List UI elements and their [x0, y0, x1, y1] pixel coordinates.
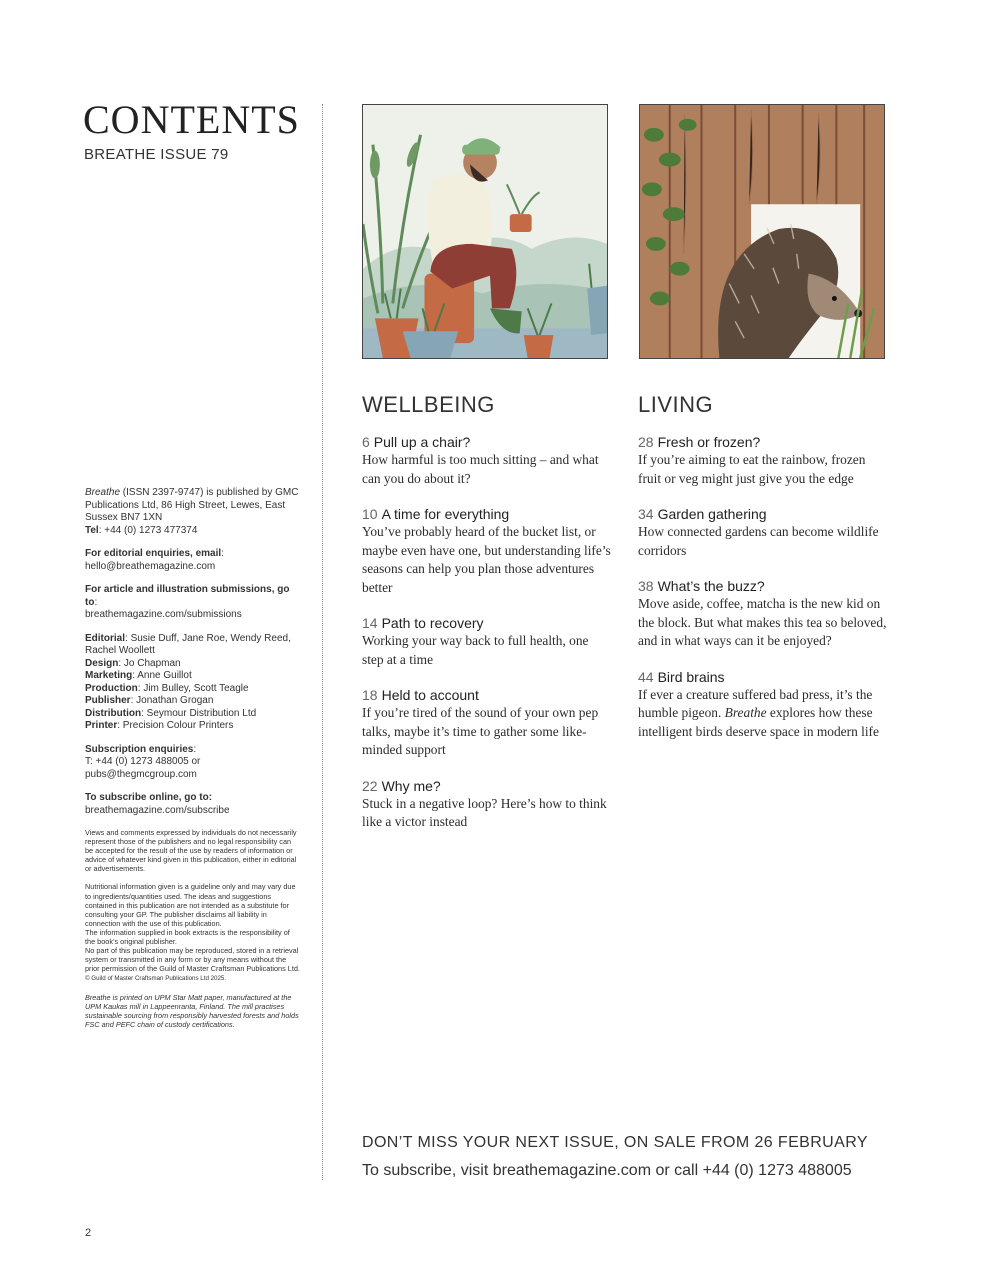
entry-title: Garden gathering: [657, 506, 767, 522]
entry-header: [362, 614, 612, 632]
entry-description: How connected gardens can become wildlife corridors: [638, 524, 879, 558]
page-title: CONTENTS: [83, 97, 300, 142]
entry-description: How harmful is too much sitting – and what can you do about it?: [362, 452, 599, 486]
entry-header: [638, 668, 888, 686]
contents-entry[interactable]: [638, 505, 888, 560]
entry-title: Fresh or frozen?: [657, 434, 761, 450]
credit-label: Distribution: [85, 707, 142, 719]
credit-value: : Jonathan Grogan: [130, 695, 214, 706]
entry-description: Working your way back to full health, one step at a time: [362, 633, 589, 667]
page-ref: 34: [638, 506, 654, 522]
contents-entry[interactable]: [362, 777, 612, 832]
article-colon: :: [94, 596, 98, 608]
page-ref: 22: [362, 777, 378, 794]
next-issue-text: DON’T MISS YOUR NEXT ISSUE, ON SALE FROM 26 FEBRUARY: [362, 1134, 868, 1151]
credit-label: Marketing: [85, 670, 133, 681]
subscription-email: pubs@thegmcgroup.com: [85, 768, 197, 780]
contents-entry[interactable]: [638, 577, 888, 651]
credit-value: : Anne Guillot: [132, 670, 192, 681]
staff-credits: [85, 633, 300, 733]
credit-line: [85, 720, 233, 731]
credit-line: [85, 658, 181, 669]
entry-title: Why me?: [381, 777, 441, 794]
gardener-illustration-art: [363, 105, 607, 358]
next-issue-banner: [362, 1132, 922, 1183]
credit-value: : Seymour Distribution Ltd: [141, 707, 257, 719]
gardener-illustration: [362, 104, 608, 359]
article-label: For article and illustration submissions, go to: [85, 584, 290, 608]
page-number: 2: [85, 1227, 92, 1239]
desc-part: explores how these intelligent birds deserve space in modern life: [638, 705, 879, 739]
entry-title: Path to recovery: [381, 615, 484, 631]
wellbeing-section: [362, 392, 612, 849]
issue-label: BREATHE ISSUE 79: [84, 146, 229, 163]
editorial-label: For editorial enquiries, email: [85, 548, 222, 559]
entry-header: [362, 686, 612, 704]
legal-notes: [85, 882, 300, 983]
entry-header: [638, 577, 888, 595]
credit-line: [85, 633, 291, 657]
subscription-phone: T: +44 (0) 1273 488005 or: [85, 756, 201, 767]
editorial-email: hello@breathemagazine.com: [85, 560, 216, 572]
column-divider: [322, 104, 323, 1180]
entry-title: Bird brains: [657, 668, 725, 685]
subscription-enquiries: [85, 744, 300, 782]
subscription-colon: :: [193, 743, 197, 755]
contents-entry[interactable]: [362, 614, 612, 669]
entry-title: A time for everything: [381, 506, 510, 522]
desc-part: If ever a creature suffered bad press, it’s the humble pigeon.: [638, 686, 873, 720]
credit-line: [85, 670, 192, 681]
credit-value: : Jim Bulley, Scott Teagle: [137, 682, 249, 694]
page-ref: 6: [362, 434, 370, 450]
reproduction-note: No part of this publication may be reproduced, stored in a retrieval system or transmitted in any form or by any means without the prior permission of the Guild of Master Craftsman Publications Ltd.: [85, 946, 300, 974]
page-ref: 14: [362, 615, 378, 631]
editorial-colon: :: [221, 548, 224, 559]
copyright: © Guild of Master Craftsman Publications Ltd 2025.: [85, 975, 227, 983]
wellbeing-heading: WELLBEING: [362, 392, 495, 417]
credit-line: [85, 695, 213, 706]
credit-line: [85, 683, 249, 694]
contents-entry[interactable]: [362, 686, 612, 760]
credit-value: : Susie Duff, Jane Roe, Wendy Reed, Rachel Woollett: [85, 632, 291, 656]
editorial-enquiries: [85, 548, 300, 573]
credit-label: Production: [85, 682, 138, 694]
page-ref: 28: [638, 434, 654, 450]
hedgehog-illustration: [639, 104, 885, 359]
entry-header: [638, 505, 888, 523]
living-section: [638, 392, 888, 758]
entry-header: [362, 505, 612, 523]
credit-label: Editorial: [85, 632, 126, 644]
paper-note: Breathe is printed on UPM Star Matt paper, manufactured at the UPM Kaukas mill in Lappeenranta, Finland. The mill practises sustainable sourcing from responsibly harvested forests and holds FSC and PEFC chain of custody certifications.: [85, 992, 299, 1029]
entry-header: [362, 433, 612, 451]
tel-value: : +44 (0) 1273 477374: [98, 524, 198, 536]
entry-title: Pull up a chair?: [373, 434, 471, 450]
entry-description: Move aside, coffee, matcha is the new kid on the block. But what makes this tea so beloved, and in what ways can it be enjoyed?: [638, 596, 887, 648]
entry-description: [638, 686, 888, 742]
page-ref: 44: [638, 668, 654, 685]
credit-label: Publisher: [85, 695, 131, 706]
credit-label: Printer: [85, 720, 118, 731]
publisher-address: (ISSN 2397-9747) is published by GMC Publications Ltd, 86 High Street, Lewes, East Sussex BN7 1XN: [85, 487, 299, 523]
credit-value: : Jo Chapman: [118, 657, 181, 669]
subscription-label: Subscription enquiries: [85, 743, 194, 755]
subscribe-text: To subscribe, visit breathemagazine.com or call +44 (0) 1273 488005: [362, 1162, 852, 1179]
magazine-name: Breathe: [724, 705, 767, 720]
subscribe-online: [85, 792, 300, 817]
hedgehog-illustration-art: [640, 105, 884, 358]
contents-entry[interactable]: [638, 668, 888, 742]
online-label: To subscribe online, go to:: [85, 792, 213, 803]
entry-title: What’s the buzz?: [657, 578, 765, 594]
online-url: breathemagazine.com/subscribe: [85, 804, 230, 816]
contents-entry[interactable]: [362, 505, 612, 597]
credit-line: [85, 708, 256, 719]
nutrition-note: Nutritional information given is a guideline only and may vary due to ingredients/quantities used. The ideas and suggestions contained in this publication are not intended as a substitute for consulting your GP. The publisher disclaims all liability in connection with the use of this publication.: [85, 882, 296, 928]
page-ref: 18: [362, 687, 378, 703]
disclaimer: Views and comments expressed by individuals do not necessarily represent those of the publishers and no legal responsibility can be accepted for the result of the use by readers of information or advice of whatever kind given in this publication, either in editorial or advertisements.: [85, 828, 297, 874]
contents-entry[interactable]: [362, 433, 612, 488]
article-url: breathemagazine.com/submissions: [85, 609, 242, 620]
living-heading: LIVING: [638, 392, 714, 417]
magazine-name: Breathe: [85, 487, 121, 498]
entry-description: You’ve probably heard of the bucket list, or maybe even have one, but understanding life’s seasons can help you plan those adventures better: [362, 524, 611, 595]
page-ref: 10: [362, 506, 378, 522]
credit-value: : Precision Colour Printers: [117, 720, 234, 731]
tel-label: Tel: [85, 524, 99, 536]
credit-label: Design: [85, 657, 119, 669]
contents-entry[interactable]: [638, 433, 888, 488]
imprint-column: [85, 487, 300, 1038]
entry-header: [362, 777, 612, 795]
entry-description: If you’re aiming to eat the rainbow, frozen fruit or veg might just give you the edge: [638, 452, 866, 486]
publisher-info: [85, 487, 300, 537]
entry-title: Held to account: [381, 687, 479, 703]
extracts-note: The information supplied in book extracts is the responsibility of the book’s original publisher.: [85, 927, 290, 947]
entry-header: [638, 433, 888, 451]
page-ref: 38: [638, 578, 654, 594]
article-submissions: [85, 584, 300, 622]
entry-description: If you’re tired of the sound of your own pep talks, maybe it’s time to gather some like-minded support: [362, 705, 599, 757]
entry-description: Stuck in a negative loop? Here’s how to think like a victor instead: [362, 795, 607, 829]
